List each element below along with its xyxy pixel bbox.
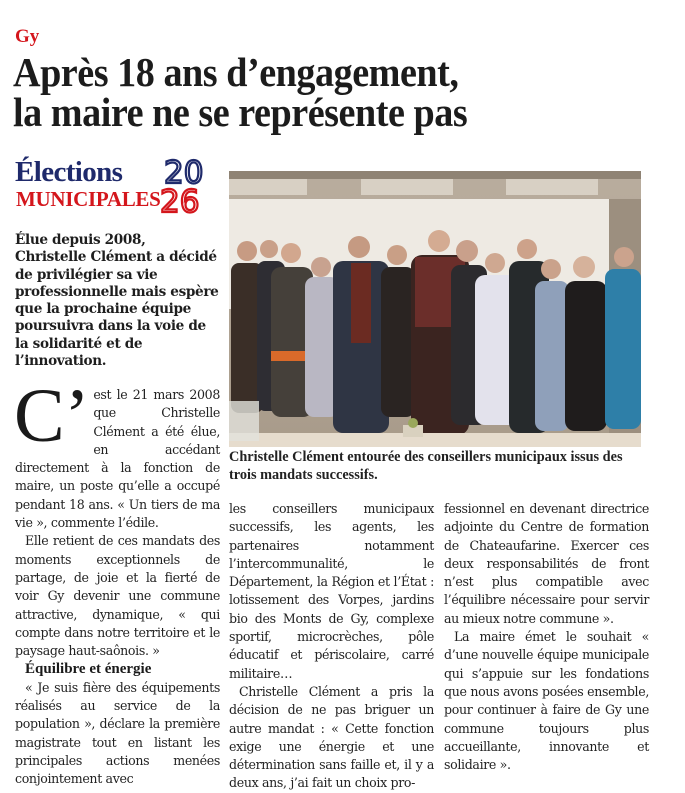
drop-cap: C’ — [14, 374, 90, 458]
article-paragraph-4: Christelle Clément a pris la décision de ne pas briguer un autre mandat : « Cette fonction exige une énergie et une détermination sans faille et, il y a deux ans, j’ai fait un choix pro- — [229, 683, 434, 791]
article-lead: Élue depuis 2008, Christelle Clément a décidé de privilégier sa vie professionnelle mais espère que la prochaine équipe poursuivra dans la voie de la solidarité et de l’innovation. — [15, 232, 219, 370]
logo-year-2026 — [160, 157, 222, 215]
article-paragraph-3: « Je suis fière des équipements réalisés au service de la population », déclare la première magistrate tout en listant les principales actions menées conjointement avec — [15, 679, 220, 787]
article-paragraph-3-continued: les conseillers municipaux successifs, les agents, les partenaires notamment l’intercommunalité, le Département, la Région et l’État : lotissement des Vorpes, jardins bio des Monts de Gy, complexe sportif, microcrèches, pôle éducatif et périscolaire, carré militaire… — [229, 501, 434, 681]
headline-line-2: la maire ne se représente pas — [13, 89, 468, 135]
logo-word-municipales: MUNICIPALES — [16, 187, 161, 211]
article-paragraph-2: Elle retient de ces mandats des moments exceptionnels de partage, de joie et la fierté de voir Gy devenir une commune attractive, dynamique, « qui compte dans notre territoire et le paysage haut-saônois. » — [15, 533, 220, 659]
article-column-1 — [14, 374, 220, 789]
article-column-3 — [444, 500, 649, 774]
article-paragraph-5: La maire émet le souhait « d’une nouvelle équipe municipale qui s’appuie sur les fondations que nous avons posées ensemble, pour continuer à faire de Gy une commune toujours plus accueillante, innovante et solidaire ». — [444, 629, 649, 773]
group-photo — [229, 171, 641, 447]
elections-logo — [15, 157, 215, 215]
logo-year-top: 20 — [164, 157, 204, 191]
article-column-2 — [229, 500, 434, 793]
logo-word-elections: Élections — [15, 156, 123, 188]
article-paragraph-1 — [14, 374, 220, 532]
photo-caption: Christelle Clément entourée des conseillers municipaux issus des trois mandats successifs. — [229, 449, 623, 483]
section-kicker: Gy — [15, 26, 40, 47]
article-paragraph-4-continued: fessionnel en devenant directrice adjointe du Centre de formation de Chateaufarine. Exercer ces deux responsabilités de front n’est plus compatible avec l’équilibre nécessaire pour servir au mieux notre commune ». — [444, 501, 649, 626]
headline — [13, 49, 627, 135]
group-photo-image — [229, 171, 641, 447]
people-group — [231, 230, 641, 435]
article-subhead: Équilibre et énergie — [25, 661, 152, 678]
logo-year-bottom: 26 — [160, 184, 200, 215]
paragraph-1-text: est le 21 mars 2008 que Christelle Clément a été élue, en accédant directement à la fonction de maire, un poste qu’elle a occupé pendant 18 ans. « Un tiers de ma vie », commente l’édile. — [15, 387, 220, 531]
headline-line-1: Après 18 ans d’engagement, — [13, 49, 459, 95]
